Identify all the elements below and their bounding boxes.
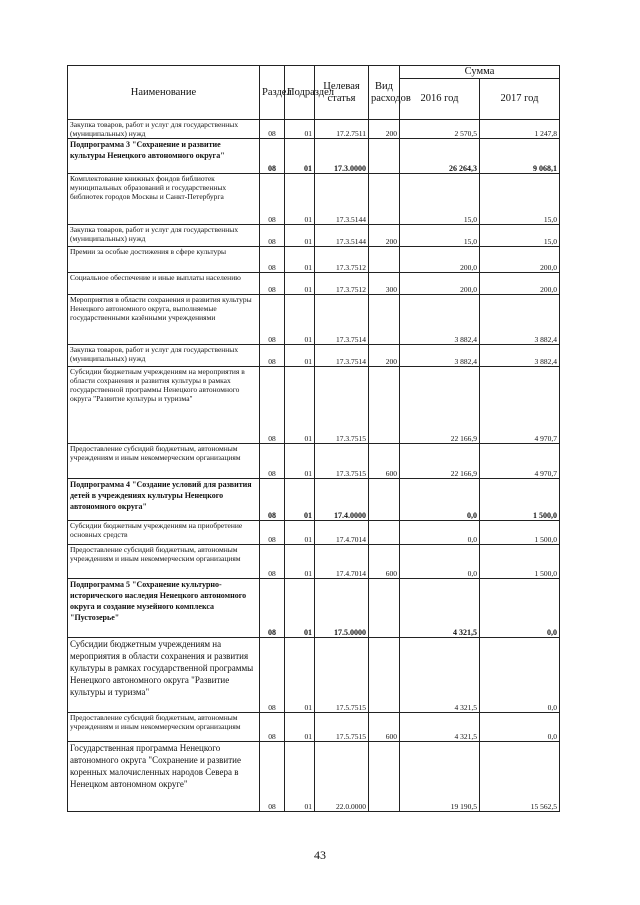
row-razdel: 08 bbox=[260, 174, 285, 225]
row-2017: 9 068,1 bbox=[480, 139, 560, 174]
row-razdel: 08 bbox=[260, 742, 285, 812]
row-vid: 600 bbox=[369, 545, 400, 579]
row-2016: 4 321,5 bbox=[400, 713, 480, 742]
row-name: Предоставление субсидий бюджетным, автономным учреждениям и иным некоммерческим организациям bbox=[68, 545, 260, 579]
row-2017: 0,0 bbox=[480, 638, 560, 713]
header-2017: 2017 год bbox=[480, 79, 560, 120]
row-2016: 15,0 bbox=[400, 225, 480, 247]
row-razdel: 08 bbox=[260, 521, 285, 545]
row-podrazdel: 01 bbox=[285, 479, 315, 521]
row-razdel: 08 bbox=[260, 638, 285, 713]
row-2017: 200,0 bbox=[480, 247, 560, 273]
row-name: Социальное обеспечение и иные выплаты населению bbox=[68, 273, 260, 295]
row-vid: 200 bbox=[369, 345, 400, 367]
row-vid bbox=[369, 174, 400, 225]
row-podrazdel: 01 bbox=[285, 444, 315, 479]
row-2016: 22 166,9 bbox=[400, 367, 480, 444]
row-2017: 4 970,7 bbox=[480, 444, 560, 479]
row-razdel: 08 bbox=[260, 713, 285, 742]
row-podrazdel: 01 bbox=[285, 120, 315, 139]
table-row bbox=[68, 295, 560, 345]
row-target: 17.4.0000 bbox=[315, 479, 369, 521]
row-2017: 1 500,0 bbox=[480, 521, 560, 545]
row-target: 17.3.7515 bbox=[315, 367, 369, 444]
row-2017: 15,0 bbox=[480, 225, 560, 247]
header-2016: 2016 год bbox=[400, 79, 480, 120]
row-podrazdel: 01 bbox=[285, 545, 315, 579]
row-2016: 15,0 bbox=[400, 174, 480, 225]
row-target: 17.5.7515 bbox=[315, 713, 369, 742]
header-sum: Сумма bbox=[400, 66, 560, 79]
row-name: Подпрограмма 3 "Сохранение и развитие культуры Ненецкого автономного округа" bbox=[68, 139, 260, 174]
row-2016: 3 882,4 bbox=[400, 345, 480, 367]
row-podrazdel: 01 bbox=[285, 295, 315, 345]
row-2016: 0,0 bbox=[400, 545, 480, 579]
row-podrazdel: 01 bbox=[285, 247, 315, 273]
row-2016: 19 190,5 bbox=[400, 742, 480, 812]
row-vid bbox=[369, 247, 400, 273]
row-name: Закупка товаров, работ и услуг для государственных (муниципальных) нужд bbox=[68, 120, 260, 139]
table-row bbox=[68, 367, 560, 444]
row-2016: 200,0 bbox=[400, 247, 480, 273]
row-podrazdel: 01 bbox=[285, 225, 315, 247]
row-vid: 200 bbox=[369, 225, 400, 247]
header-vid: Вид расходов bbox=[369, 66, 400, 120]
row-2016: 4 321,5 bbox=[400, 579, 480, 638]
row-2017: 200,0 bbox=[480, 273, 560, 295]
table-row bbox=[68, 742, 560, 812]
row-2016: 4 321,5 bbox=[400, 638, 480, 713]
row-target: 22.0.0000 bbox=[315, 742, 369, 812]
row-target: 17.3.5144 bbox=[315, 174, 369, 225]
row-razdel: 08 bbox=[260, 247, 285, 273]
row-name: Мероприятия в области сохранения и развития культуры Ненецкого автономного округа, выполняемые государственными казёнными учреждениями bbox=[68, 295, 260, 345]
row-vid: 300 bbox=[369, 273, 400, 295]
page-number: 43 bbox=[314, 848, 326, 862]
row-target: 17.3.0000 bbox=[315, 139, 369, 174]
row-target: 17.4.7014 bbox=[315, 545, 369, 579]
row-name: Закупка товаров, работ и услуг для государственных (муниципальных) нужд bbox=[68, 345, 260, 367]
row-2016: 3 882,4 bbox=[400, 295, 480, 345]
row-name: Подпрограмма 4 "Создание условий для развития детей в учреждениях культуры Ненецкого автономного округа" bbox=[68, 479, 260, 521]
row-vid bbox=[369, 579, 400, 638]
row-2016: 0,0 bbox=[400, 479, 480, 521]
row-target: 17.5.0000 bbox=[315, 579, 369, 638]
table-row bbox=[68, 713, 560, 742]
row-target: 17.3.7515 bbox=[315, 444, 369, 479]
row-target: 17.3.5144 bbox=[315, 225, 369, 247]
row-vid: 200 bbox=[369, 120, 400, 139]
row-name: Государственная программа Ненецкого автономного округа "Сохранение и развитие коренных малочисленных народов Севера в Ненецком автономном округе" bbox=[68, 742, 260, 812]
row-podrazdel: 01 bbox=[285, 713, 315, 742]
row-podrazdel: 01 bbox=[285, 521, 315, 545]
header-razdel: Раздел bbox=[260, 66, 285, 120]
header-name: Наименование bbox=[68, 66, 260, 120]
row-razdel: 08 bbox=[260, 139, 285, 174]
row-target: 17.3.7512 bbox=[315, 273, 369, 295]
row-target: 17.2.7511 bbox=[315, 120, 369, 139]
row-razdel: 08 bbox=[260, 295, 285, 345]
row-2017: 3 882,4 bbox=[480, 295, 560, 345]
row-podrazdel: 01 bbox=[285, 273, 315, 295]
row-2017: 15,0 bbox=[480, 174, 560, 225]
row-2017: 15 562,5 bbox=[480, 742, 560, 812]
row-2017: 3 882,4 bbox=[480, 345, 560, 367]
row-name: Комплектование книжных фондов библиотек муниципальных образований и государственных библиотек городов Москвы и Санкт-Петербурга bbox=[68, 174, 260, 225]
row-target: 17.3.7512 bbox=[315, 247, 369, 273]
table-row bbox=[68, 545, 560, 579]
row-razdel: 08 bbox=[260, 579, 285, 638]
table-row bbox=[68, 521, 560, 545]
row-razdel: 08 bbox=[260, 273, 285, 295]
row-target: 17.3.7514 bbox=[315, 345, 369, 367]
table-row bbox=[68, 638, 560, 713]
header-target: Целевая статья bbox=[315, 66, 369, 120]
row-2017: 1 500,0 bbox=[480, 479, 560, 521]
row-2017: 1 247,8 bbox=[480, 120, 560, 139]
row-2016: 22 166,9 bbox=[400, 444, 480, 479]
row-podrazdel: 01 bbox=[285, 345, 315, 367]
row-podrazdel: 01 bbox=[285, 139, 315, 174]
row-razdel: 08 bbox=[260, 479, 285, 521]
header-podrazdel: Подраздел bbox=[285, 66, 315, 120]
row-vid bbox=[369, 638, 400, 713]
budget-table bbox=[67, 65, 560, 812]
row-name: Субсидии бюджетным учреждениям на мероприятия в области сохранения и развития культуры в рамках государственной программы Ненецкого автономного округа "Развитие культуры и туризма" bbox=[68, 638, 260, 713]
row-vid bbox=[369, 295, 400, 345]
row-podrazdel: 01 bbox=[285, 174, 315, 225]
table-row bbox=[68, 247, 560, 273]
row-2016: 2 570,5 bbox=[400, 120, 480, 139]
row-podrazdel: 01 bbox=[285, 742, 315, 812]
row-razdel: 08 bbox=[260, 444, 285, 479]
row-name: Предоставление субсидий бюджетным, автономным учреждениям и иным некоммерческим организациям bbox=[68, 444, 260, 479]
row-vid: 600 bbox=[369, 444, 400, 479]
table-row bbox=[68, 174, 560, 225]
row-vid bbox=[369, 742, 400, 812]
table-row bbox=[68, 139, 560, 174]
row-target: 17.4.7014 bbox=[315, 521, 369, 545]
row-2017: 0,0 bbox=[480, 579, 560, 638]
row-podrazdel: 01 bbox=[285, 638, 315, 713]
row-name: Подпрограмма 5 "Сохранение культурно-исторического наследия Ненецкого автономного округа и создание музейного комплекса "Пустозерье" bbox=[68, 579, 260, 638]
table-row bbox=[68, 225, 560, 247]
table-row bbox=[68, 273, 560, 295]
row-target: 17.5.7515 bbox=[315, 638, 369, 713]
row-razdel: 08 bbox=[260, 345, 285, 367]
row-name: Премии за особые достижения в сфере культуры bbox=[68, 247, 260, 273]
row-vid bbox=[369, 479, 400, 521]
row-razdel: 08 bbox=[260, 367, 285, 444]
table-row bbox=[68, 579, 560, 638]
row-vid: 600 bbox=[369, 713, 400, 742]
row-name: Закупка товаров, работ и услуг для государственных (муниципальных) нужд bbox=[68, 225, 260, 247]
table-row bbox=[68, 479, 560, 521]
row-2016: 200,0 bbox=[400, 273, 480, 295]
row-2017: 0,0 bbox=[480, 713, 560, 742]
row-vid bbox=[369, 139, 400, 174]
row-2017: 1 500,0 bbox=[480, 545, 560, 579]
row-razdel: 08 bbox=[260, 545, 285, 579]
row-target: 17.3.7514 bbox=[315, 295, 369, 345]
row-podrazdel: 01 bbox=[285, 367, 315, 444]
table-row bbox=[68, 120, 560, 139]
row-name: Предоставление субсидий бюджетным, автономным учреждениям и иным некоммерческим организациям bbox=[68, 713, 260, 742]
row-2016: 26 264,3 bbox=[400, 139, 480, 174]
row-podrazdel: 01 bbox=[285, 579, 315, 638]
row-vid bbox=[369, 367, 400, 444]
row-vid bbox=[369, 521, 400, 545]
row-2017: 4 970,7 bbox=[480, 367, 560, 444]
row-name: Субсидии бюджетным учреждениям на приобретение основных средств bbox=[68, 521, 260, 545]
table-row bbox=[68, 444, 560, 479]
row-2016: 0,0 bbox=[400, 521, 480, 545]
row-razdel: 08 bbox=[260, 120, 285, 139]
row-name: Субсидии бюджетным учреждениям на мероприятия в области сохранения и развития культуры в рамках государственной программы Ненецкого автономного округа "Развитие культуры и туризма" bbox=[68, 367, 260, 444]
row-razdel: 08 bbox=[260, 225, 285, 247]
table-row bbox=[68, 345, 560, 367]
